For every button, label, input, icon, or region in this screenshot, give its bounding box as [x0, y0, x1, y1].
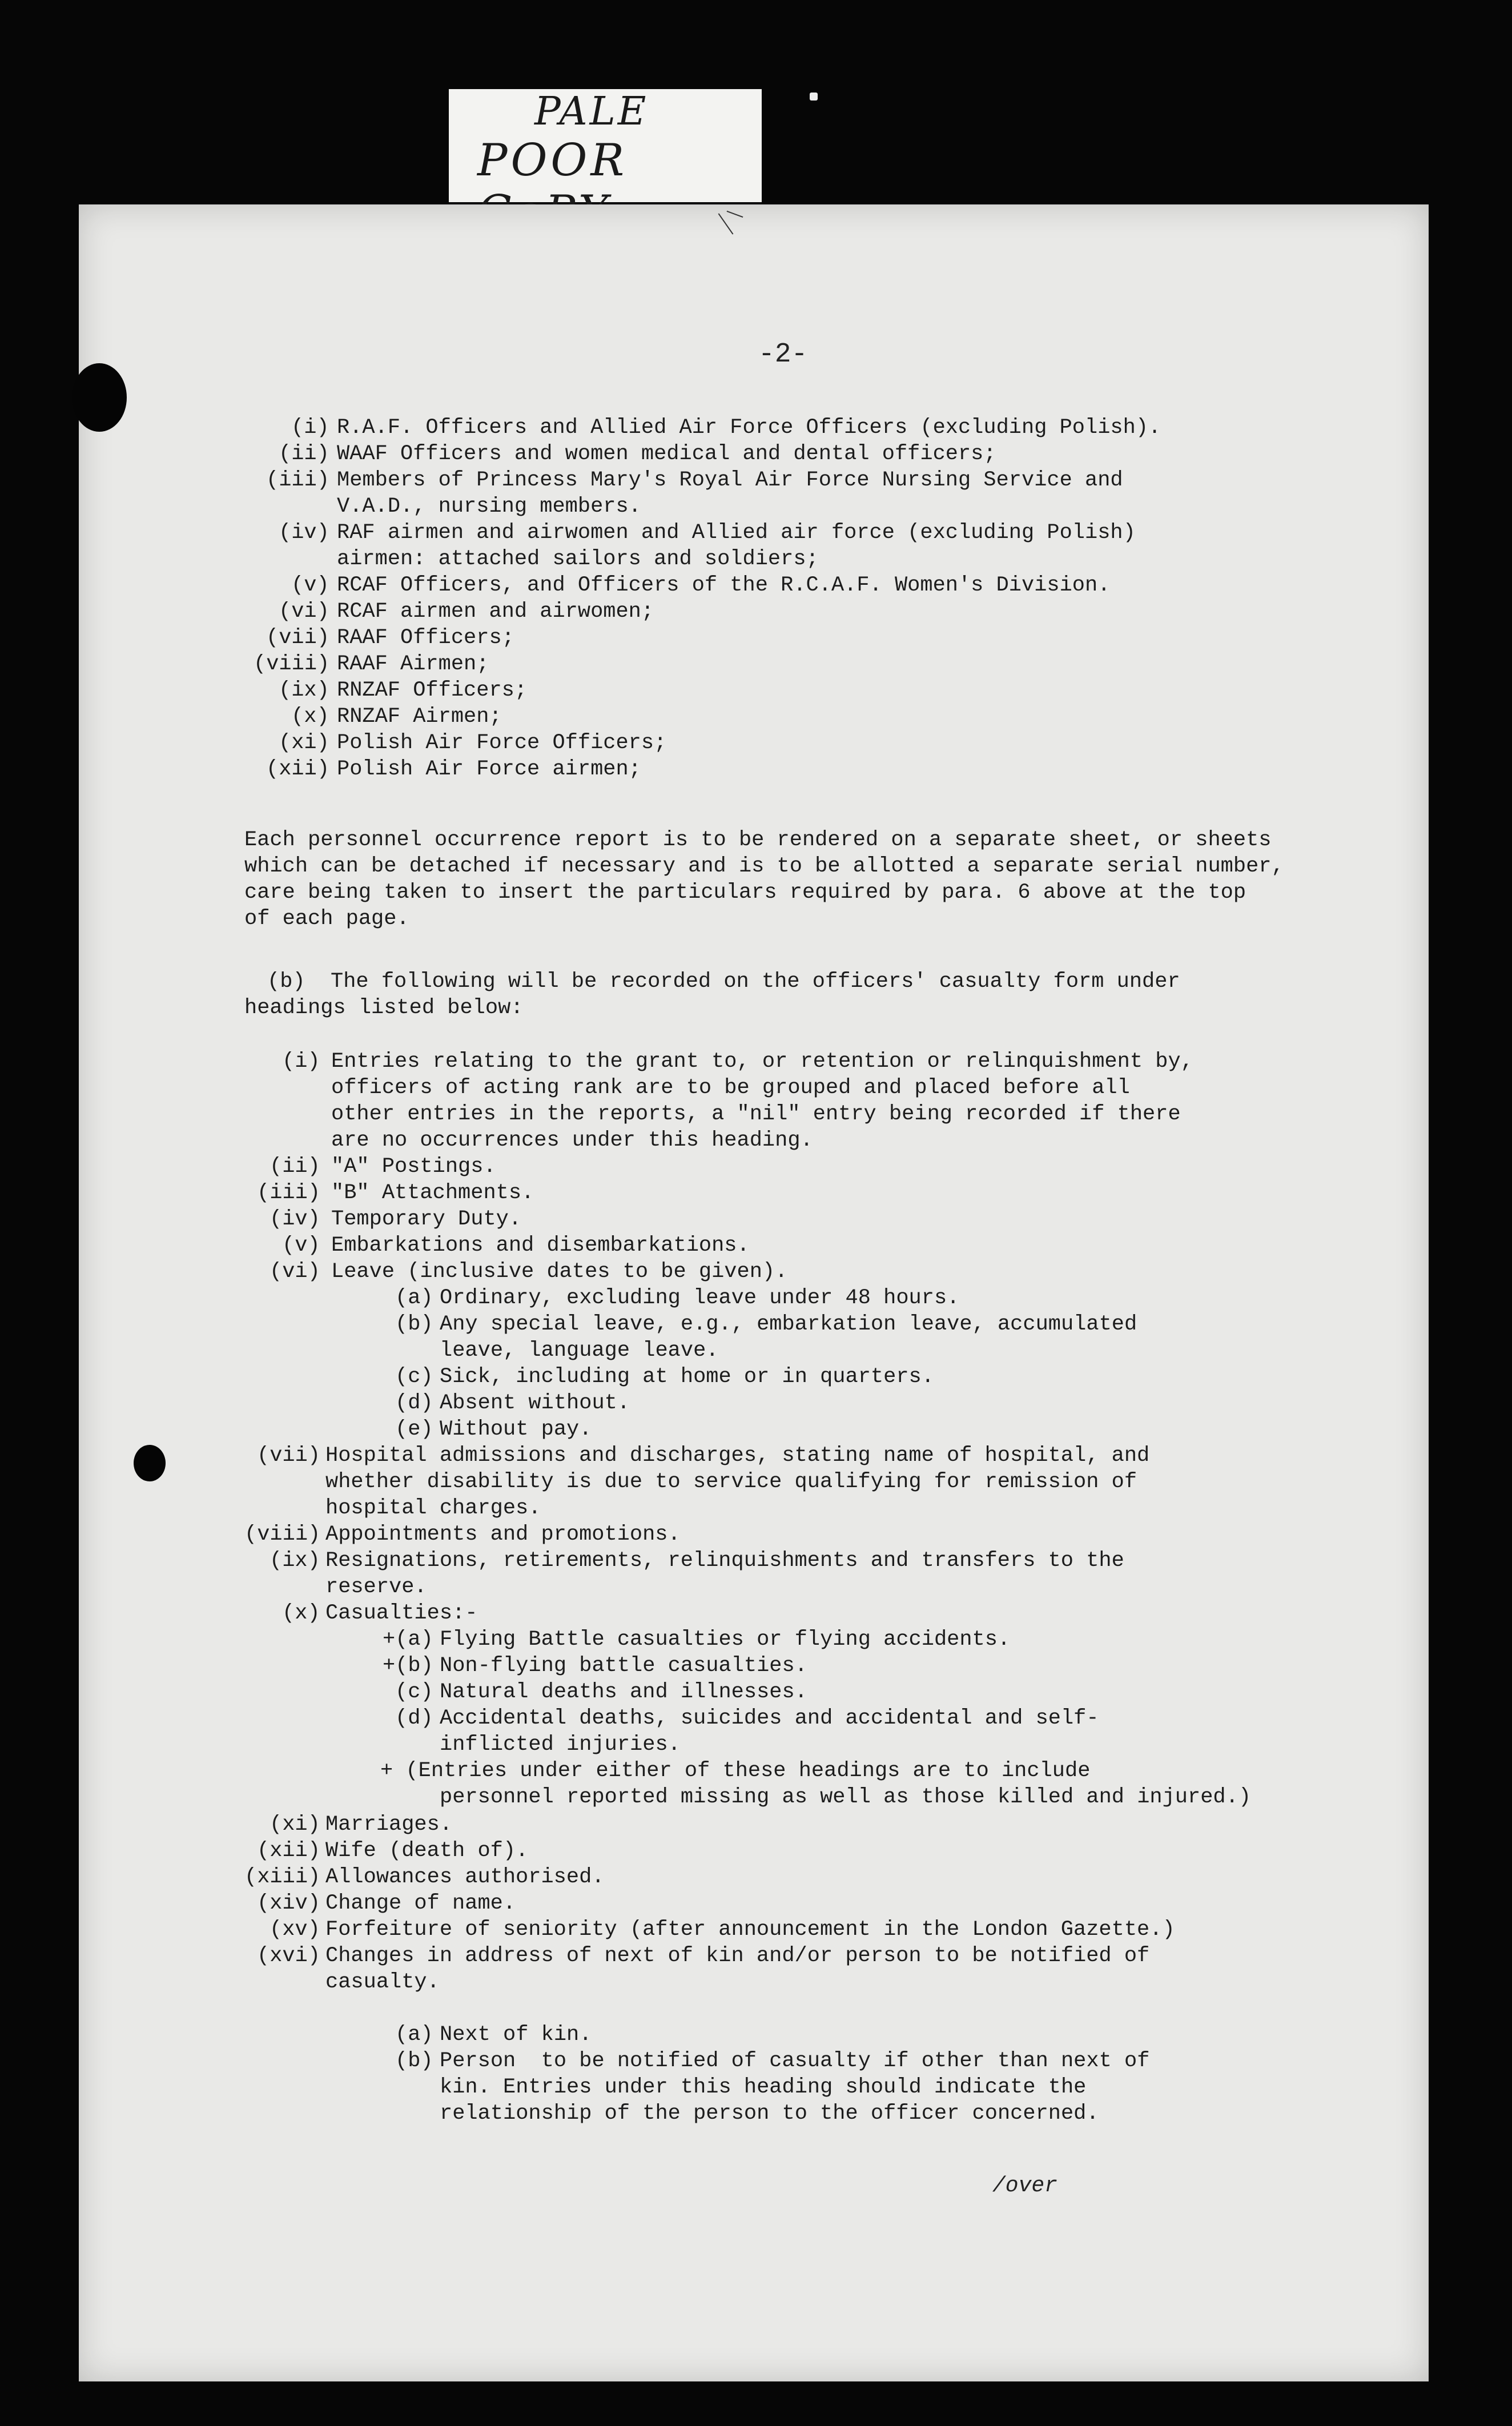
- paragraph-line: of each page.: [244, 907, 409, 931]
- b-item-3-num: (xvi): [257, 1944, 321, 1968]
- a-item-text: V.A.D., nursing members.: [337, 495, 641, 519]
- a-item-num: (xii): [266, 757, 330, 781]
- b-item-text: Entries relating to the grant to, or retention or relinquishment by,: [331, 1050, 1193, 1074]
- a-item-num: (xi): [279, 731, 329, 755]
- a-item-text: RNZAF Officers;: [337, 678, 528, 702]
- a-item-text: airmen: attached sailors and soldiers;: [337, 547, 819, 571]
- b-item-3-text: Marriages.: [325, 1813, 453, 1837]
- b-intro-line: (b) The following will be recorded on the officers' casualty form under: [267, 970, 1180, 994]
- b-item-text: are no occurrences under this heading.: [331, 1128, 813, 1152]
- paragraph-line: Each personnel occurrence report is to be rendered on a separate sheet, or sheets: [244, 828, 1272, 852]
- a-item-num: (ii): [279, 442, 329, 466]
- b-item-num: (i): [282, 1050, 320, 1074]
- casualty-note-line: personnel reported missing as well as those killed and injured.): [440, 1785, 1252, 1809]
- b-item-num: (ii): [270, 1155, 320, 1179]
- a-item-text: RAAF Airmen;: [337, 652, 489, 676]
- a-item-text: Polish Air Force Officers;: [337, 731, 667, 755]
- leave-item-num: (e): [395, 1417, 433, 1441]
- casualty-note-line: + (Entries under either of these headings are to include: [380, 1759, 1091, 1783]
- b-item-2-text: whether disability is due to service qualifying for remission of: [325, 1470, 1137, 1494]
- a-item-num: (iii): [266, 468, 330, 492]
- b-item-2-num: (ix): [270, 1549, 320, 1573]
- a-item-num: (v): [291, 573, 329, 597]
- speck: [810, 93, 818, 101]
- b-item-3-num: (xi): [270, 1813, 320, 1837]
- b-item-num: (iv): [270, 1207, 320, 1231]
- a-item-num: (x): [291, 705, 329, 729]
- b-item-2-text: reserve.: [325, 1575, 427, 1599]
- b-item-3-text: Wife (death of).: [325, 1839, 529, 1863]
- page-number: -2-: [758, 339, 808, 370]
- a-item-text: RCAF Officers, and Officers of the R.C.A.F. Women's Division.: [337, 573, 1111, 597]
- handwritten-label: [449, 89, 762, 202]
- leave-item-num: (d): [395, 1391, 433, 1415]
- b-item-2-text: hospital charges.: [325, 1496, 541, 1520]
- casualty-item-num: +(a): [383, 1628, 433, 1652]
- b-item-3-num: (xv): [270, 1918, 320, 1942]
- label-line-2: POOR: [477, 135, 628, 186]
- kin-item-text: Next of kin.: [440, 2023, 592, 2047]
- a-item-text: Polish Air Force airmen;: [337, 757, 641, 781]
- paragraph-line: which can be detached if necessary and is to be allotted a separate serial number,: [244, 854, 1284, 878]
- a-item-text: Members of Princess Mary's Royal Air Force Nursing Service and: [337, 468, 1123, 492]
- b-item-text: "A" Postings.: [331, 1155, 496, 1179]
- a-item-text: WAAF Officers and women medical and dental officers;: [337, 442, 996, 466]
- a-item-num: (vi): [279, 600, 329, 624]
- casualty-item-text: Natural deaths and illnesses.: [440, 1680, 807, 1704]
- b-item-2-text: Casualties:-: [325, 1601, 478, 1625]
- b-item-3-text: Allowances authorised.: [325, 1865, 605, 1889]
- leave-item-text: leave, language leave.: [440, 1339, 719, 1363]
- body-text: [79, 204, 1429, 2381]
- kin-item-num: (b): [395, 2049, 433, 2073]
- leave-item-num: (b): [395, 1312, 433, 1336]
- b-item-text: "B" Attachments.: [331, 1181, 534, 1205]
- a-item-num: (iv): [279, 521, 329, 545]
- a-item-text: RAAF Officers;: [337, 626, 514, 650]
- b-item-text: other entries in the reports, a "nil" entry being recorded if there: [331, 1102, 1181, 1126]
- casualty-item-num: (d): [395, 1706, 433, 1730]
- kin-item-text: relationship of the person to the officer concerned.: [440, 2102, 1099, 2126]
- leave-item-text: Without pay.: [440, 1417, 592, 1441]
- b-intro-line: headings listed below:: [244, 996, 524, 1020]
- b-item-3-text: Change of name.: [325, 1891, 516, 1915]
- a-item-text: R.A.F. Officers and Allied Air Force Officers (excluding Polish).: [337, 416, 1161, 440]
- b-item-num: (v): [282, 1234, 320, 1258]
- b-item-2-text: Hospital admissions and discharges, stating name of hospital, and: [325, 1444, 1150, 1468]
- b-item-2-num: (x): [282, 1601, 320, 1625]
- leave-item-text: Ordinary, excluding leave under 48 hours.: [440, 1286, 960, 1310]
- leave-item-text: Absent without.: [440, 1391, 630, 1415]
- continued-over: /over: [992, 2174, 1058, 2198]
- casualty-item-text: inflicted injuries.: [440, 1733, 681, 1757]
- leave-item-text: Sick, including at home or in quarters.: [440, 1365, 934, 1389]
- b-item-text: Leave (inclusive dates to be given).: [331, 1260, 788, 1284]
- kin-item-text: Person to be notified of casualty if other than next of: [440, 2049, 1150, 2073]
- b-item-2-num: (viii): [244, 1523, 321, 1547]
- b-item-2-text: Appointments and promotions.: [325, 1523, 681, 1547]
- casualty-item-text: Accidental deaths, suicides and accidental and self-: [440, 1706, 1099, 1730]
- b-item-text: officers of acting rank are to be grouped and placed before all: [331, 1076, 1130, 1100]
- leave-item-num: (a): [395, 1286, 433, 1310]
- b-item-2-num: (vii): [257, 1444, 321, 1468]
- b-item-3-num: (xiv): [257, 1891, 321, 1915]
- b-item-2-text: Resignations, retirements, relinquishments and transfers to the: [325, 1549, 1124, 1573]
- a-item-num: (i): [291, 416, 329, 440]
- label-line-1: PALE: [534, 89, 649, 134]
- paragraph-line: care being taken to insert the particulars required by para. 6 above at the top: [244, 881, 1246, 905]
- kin-item-text: kin. Entries under this heading should indicate the: [440, 2075, 1087, 2099]
- b-item-text: Embarkations and disembarkations.: [331, 1234, 750, 1258]
- leave-item-text: Any special leave, e.g., embarkation leave, accumulated: [440, 1312, 1137, 1336]
- a-item-num: (vii): [266, 626, 330, 650]
- a-item-num: (ix): [279, 678, 329, 702]
- b-item-num: (vi): [270, 1260, 320, 1284]
- casualty-item-num: +(b): [383, 1654, 433, 1678]
- b-item-3-text: casualty.: [325, 1970, 440, 1994]
- kin-item-num: (a): [395, 2023, 433, 2047]
- b-item-3-num: (xii): [257, 1839, 321, 1863]
- document-page: [79, 204, 1429, 2381]
- a-item-text: RAF airmen and airwomen and Allied air force (excluding Polish): [337, 521, 1136, 545]
- a-item-num: (viii): [254, 652, 330, 676]
- b-item-3-num: (xiii): [244, 1865, 321, 1889]
- a-item-text: RNZAF Airmen;: [337, 705, 502, 729]
- casualty-item-num: (c): [395, 1680, 433, 1704]
- b-item-3-text: Forfeiture of seniority (after announcement in the London Gazette.): [325, 1918, 1175, 1942]
- b-item-text: Temporary Duty.: [331, 1207, 522, 1231]
- b-item-3-text: Changes in address of next of kin and/or person to be notified of: [325, 1944, 1150, 1968]
- casualty-item-text: Non-flying battle casualties.: [440, 1654, 807, 1678]
- leave-item-num: (c): [395, 1365, 433, 1389]
- casualty-item-text: Flying Battle casualties or flying accidents.: [440, 1628, 1011, 1652]
- a-item-text: RCAF airmen and airwomen;: [337, 600, 654, 624]
- b-item-num: (iii): [257, 1181, 321, 1205]
